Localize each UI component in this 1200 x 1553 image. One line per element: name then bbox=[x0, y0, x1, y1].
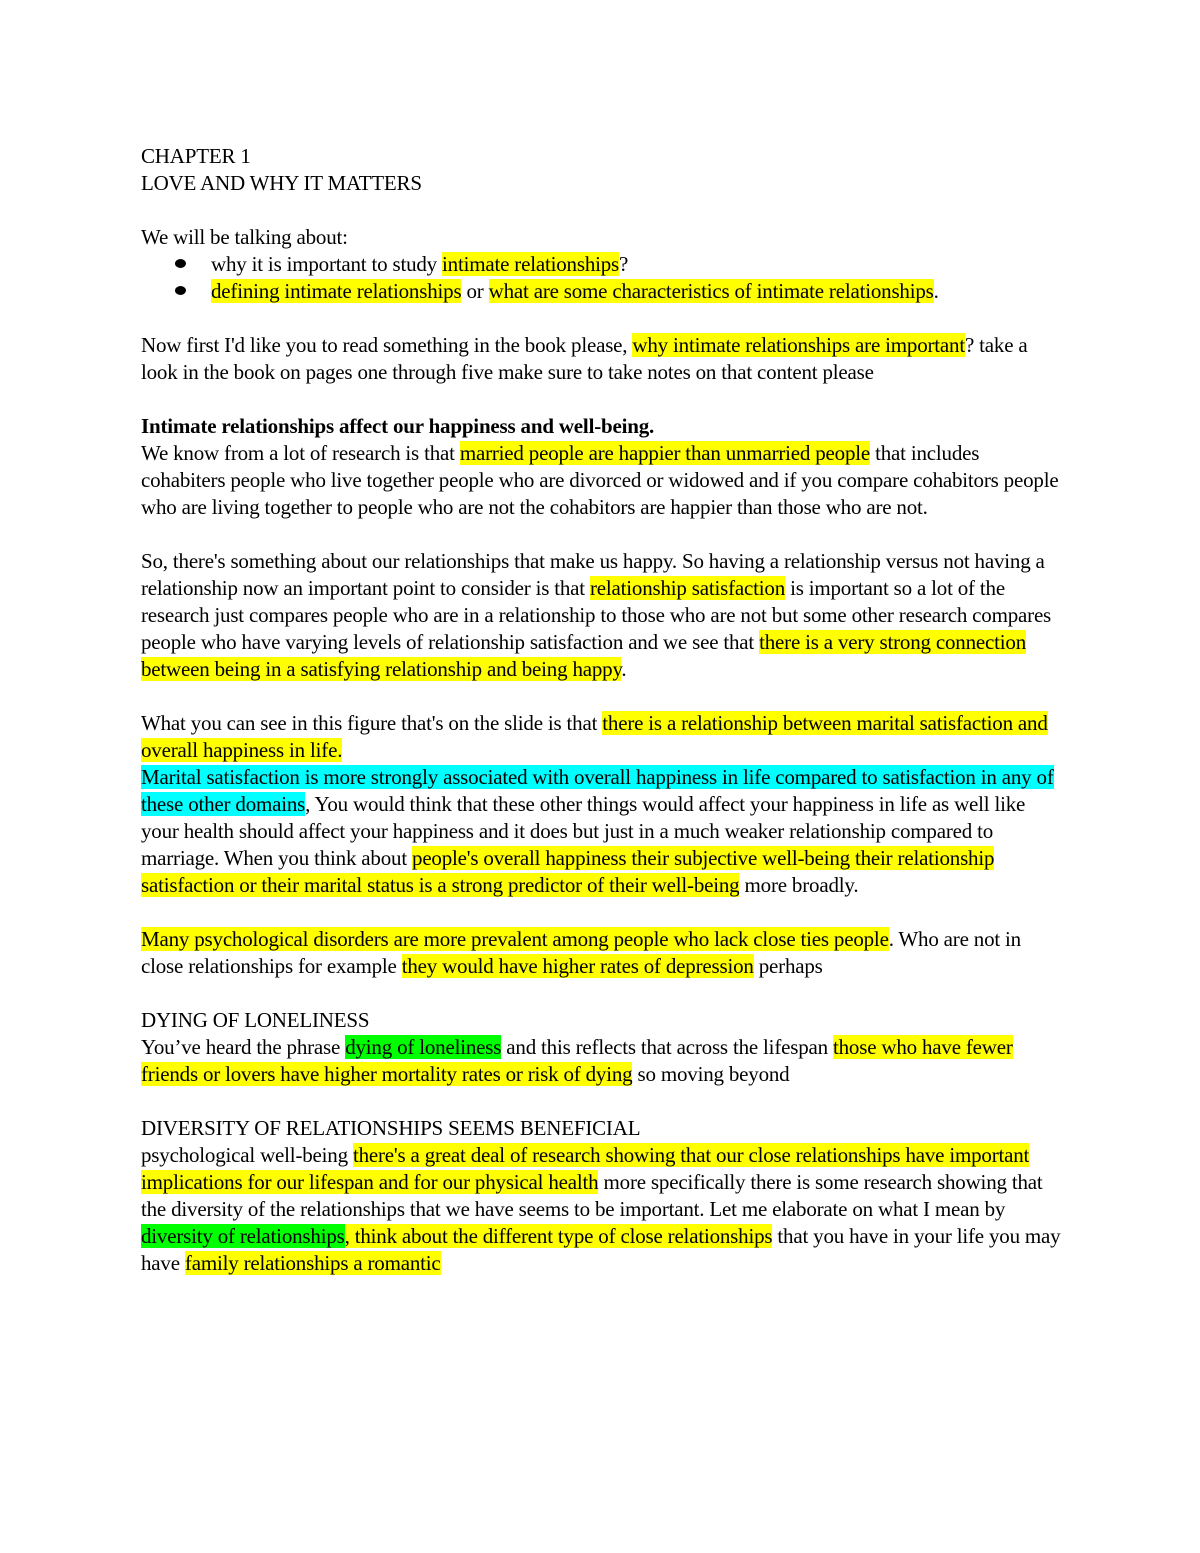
highlight: , think about the different type of close relationships bbox=[344, 1224, 773, 1248]
highlight-green: diversity of relationships bbox=[141, 1224, 345, 1248]
paragraph-disorders: Many psychological disorders are more prevalent among people who lack close ties people. Who are not in close relationships for example they would have higher rates of depression perhaps bbox=[141, 927, 1021, 978]
highlight: they would have higher rates of depression bbox=[401, 954, 754, 978]
highlight: family relationships a romantic bbox=[184, 1251, 441, 1275]
chapter-title: LOVE AND WHY IT MATTERS bbox=[141, 171, 422, 195]
highlight: why intimate relationships are important bbox=[632, 333, 965, 357]
paragraph-relationship-satisfaction: So, there's something about our relationships that make us happy. So having a relationship versus not having a relationship now an important point to consider is that relationship satisfaction is important so a lot of the research just compares people who are in a relationship to those who are not but some other research compares people who have varying levels of relationship satisfaction and we see that there is a very strong connection between being in a satisfying relationship and being happy. bbox=[141, 549, 1052, 681]
highlight: defining intimate relationships bbox=[211, 279, 462, 303]
bullet-icon bbox=[175, 259, 186, 268]
highlight: Many psychological disorders are more prevalent among people who lack close ties people bbox=[141, 927, 889, 951]
bullet-icon bbox=[175, 286, 186, 295]
topic-list bbox=[141, 251, 1066, 305]
highlight: people's overall happiness their subjective well-being their relationship satisfaction or their marital status is a strong predictor of their well-being bbox=[141, 846, 995, 897]
highlight-green: dying of loneliness bbox=[345, 1035, 502, 1059]
paragraph-loneliness: You’ve heard the phrase dying of loneliness and this reflects that across the lifespan those who have fewer friends or lovers have higher mortality rates or risk of dying so moving beyond bbox=[141, 1035, 1013, 1086]
paragraph-marital-satisfaction: Marital satisfaction is more strongly associated with overall happiness in life compared to satisfaction in any of these other domains, You would think that these other things would affect your happiness in life as well like your health should affect your happiness and it does but just in a much weaker relationship compared to marriage. When you think about people's overall happiness their subjective well-being their relationship satisfaction or their marital status is a strong predictor of their well-being more broadly. bbox=[141, 765, 1054, 897]
highlight: intimate relationships bbox=[442, 252, 620, 276]
paragraph-figure: What you can see in this figure that's on the slide is that there is a relationship between marital satisfaction and overall happiness in life. bbox=[141, 711, 1048, 762]
highlight: relationship satisfaction bbox=[589, 576, 786, 600]
paragraph-diversity: psychological well-being there's a great deal of research showing that our close relationships have important implications for our lifespan and for our physical health more specifically there is some research showing that the diversity of the relationships that we have seems to be important. Let me elaborate on what I mean by diversity of relationships, think about the different type of close relationships that you have in your life you may have family relationships a romantic bbox=[141, 1143, 1061, 1275]
highlight: what are some characteristics of intimate relationships bbox=[488, 279, 934, 303]
paragraph-married-happier: We know from a lot of research is that married people are happier than unmarried people that includes cohabiters people who live together people who are divorced or widowed and if you compare cohabitors people who are living together to people who are not the cohabitors are happier than those who are not. bbox=[141, 441, 1059, 519]
highlight-cyan: Marital satisfaction is more strongly associated with overall happiness in life compared to satisfaction in any of these other domains bbox=[141, 765, 1054, 816]
highlight: married people are happier than unmarried people bbox=[459, 441, 871, 465]
document-body bbox=[141, 143, 1066, 1277]
paragraph-read-book: Now first I'd like you to read something in the book please, why intimate relationships are important? take a look in the book on pages one through five make sure to take notes on that content please bbox=[141, 333, 1028, 384]
intro-lead: We will be talking about: bbox=[141, 225, 348, 249]
highlight: there is a relationship between marital satisfaction and overall happiness in life. bbox=[141, 711, 1048, 762]
list-item: why it is important to study intimate relationships? bbox=[211, 251, 1066, 278]
highlight: there is a very strong connection between being in a satisfying relationship and being happy bbox=[141, 630, 1027, 681]
highlight: there's a great deal of research showing that our close relationships have important implications for our lifespan and for our physical health bbox=[141, 1143, 1030, 1194]
chapter-number: CHAPTER 1 bbox=[141, 144, 251, 168]
list-item: defining intimate relationships or what are some characteristics of intimate relationships. bbox=[211, 278, 1066, 305]
highlight: those who have fewer friends or lovers have higher mortality rates or risk of dying bbox=[141, 1035, 1013, 1086]
section-heading: Intimate relationships affect our happiness and well-being. bbox=[141, 414, 655, 438]
section-heading-loneliness: DYING OF LONELINESS bbox=[141, 1008, 370, 1032]
section-heading-diversity: DIVERSITY OF RELATIONSHIPS SEEMS BENEFICIAL bbox=[141, 1116, 641, 1140]
